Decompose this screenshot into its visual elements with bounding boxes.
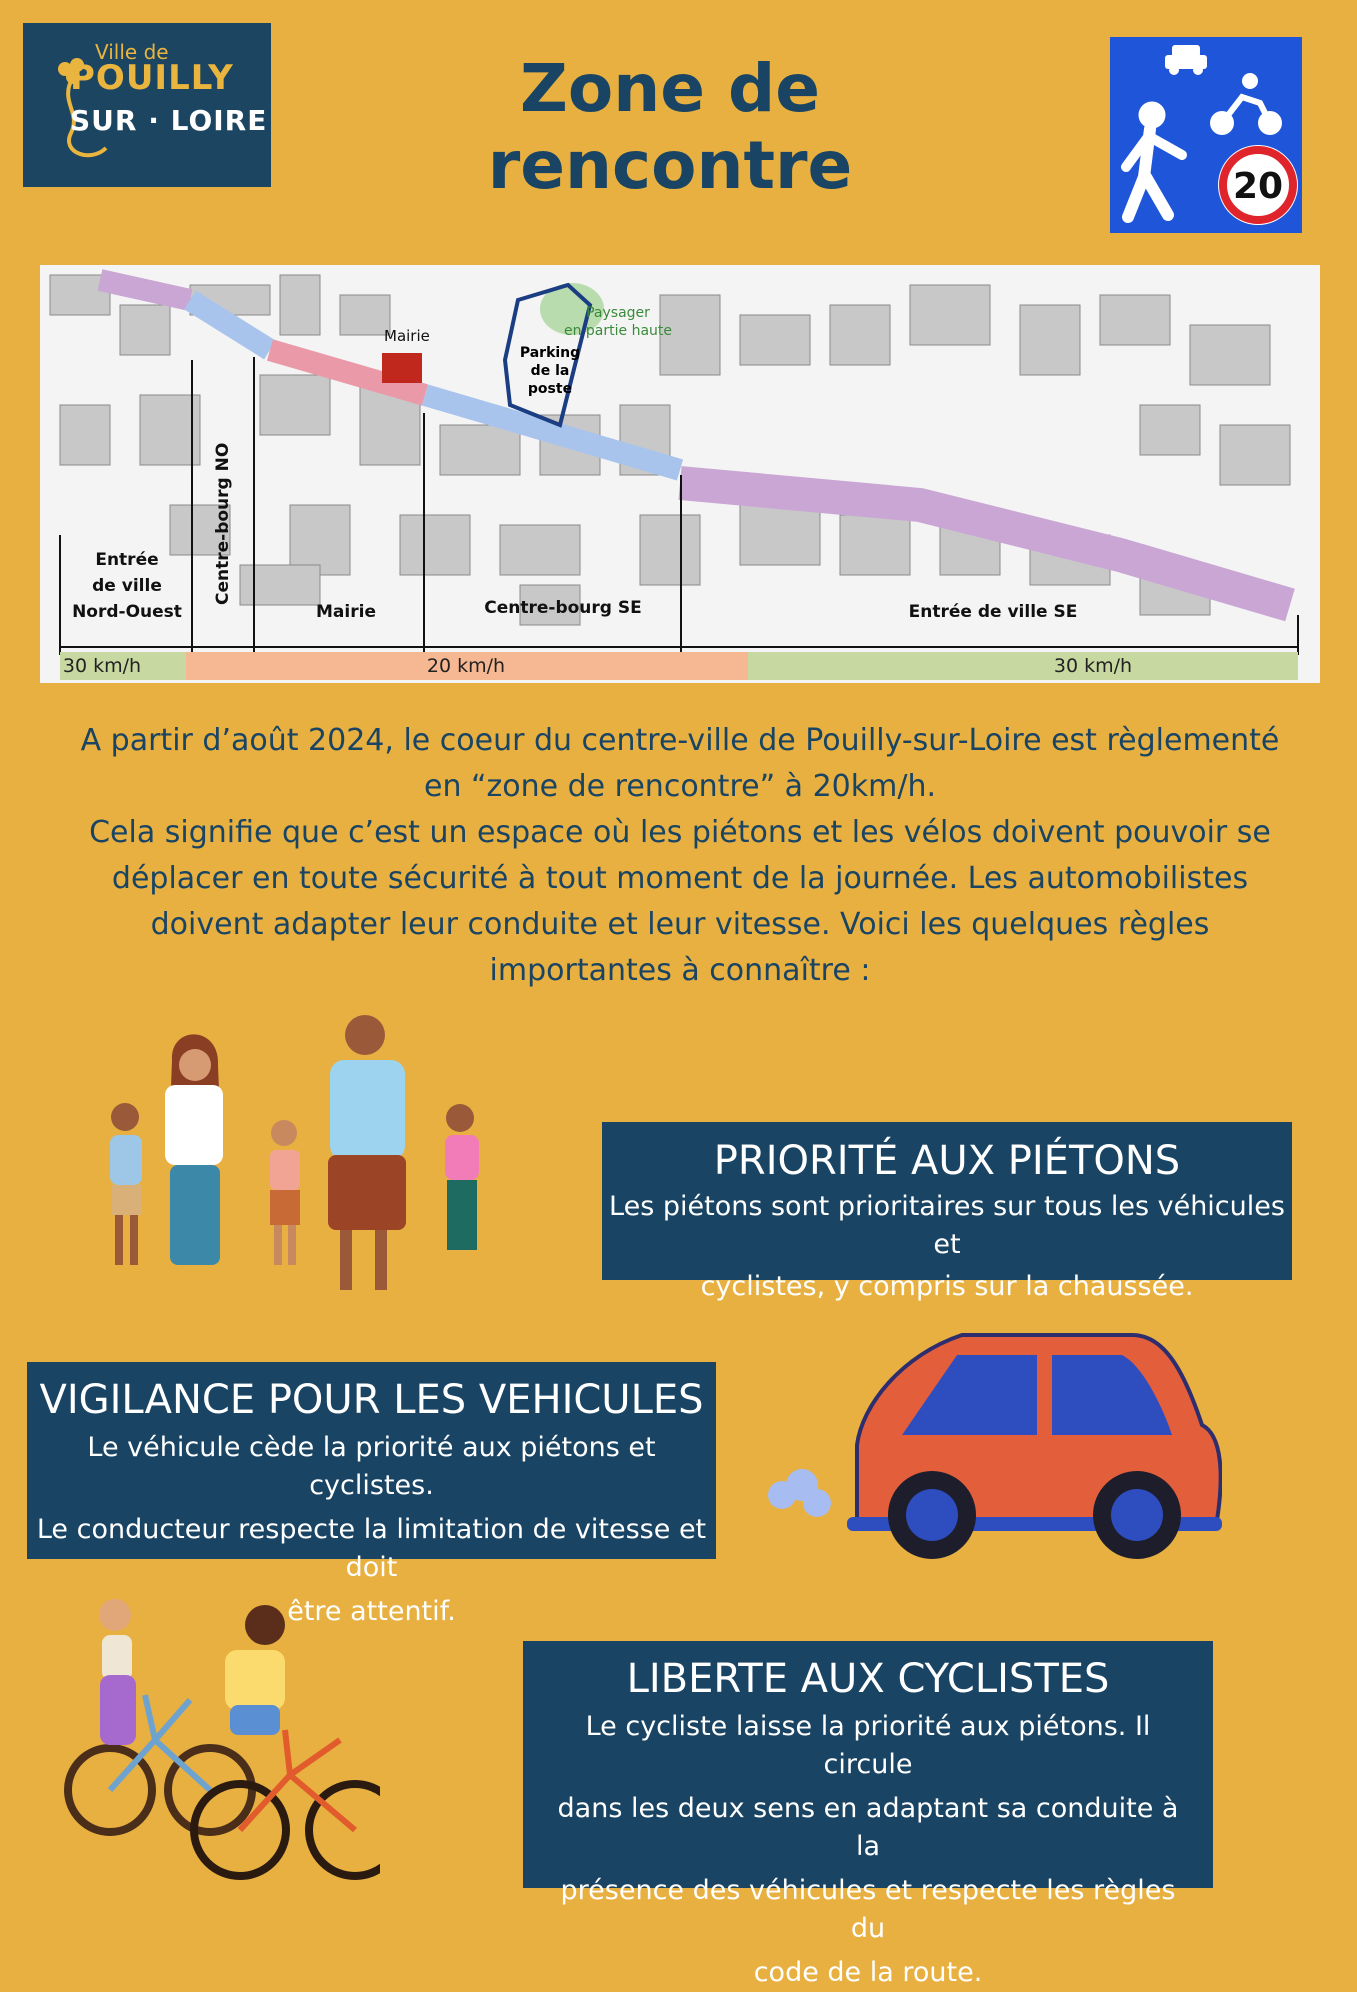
rule-pedestrians-line-2: cyclistes, y compris sur la chaussée. (700, 1271, 1194, 1302)
zone-label-entree-no-1: Entrée (95, 550, 159, 570)
rule-pedestrians-line-1: Les piétons sont prioritaires sur tous les véhicules et (609, 1191, 1285, 1260)
paysager-label-1: Paysager (586, 305, 650, 321)
speed-left: 30 km/h (62, 655, 142, 677)
rule-vehicles-panel (27, 1362, 716, 1627)
intro-line-4: déplacer en toute sécurité à tout moment de la journée. Les automobilistes (111, 861, 1249, 896)
intro-line-5: doivent adapter leur conduite et leur vitesse. Voici les quelques règles (150, 907, 1210, 942)
zone-label-centre-se: Centre-bourg SE (484, 598, 642, 618)
woman (165, 1034, 223, 1265)
zone-de-rencontre-sign (1110, 37, 1302, 233)
rule-vehicles-line-2: Le conducteur respecte la limitation de vitesse et doit (36, 1514, 707, 1583)
rule-cyclists-panel (523, 1641, 1213, 1988)
logo-line-2: POUILLY (70, 58, 234, 98)
zone-label-entree-no-2: de ville (92, 576, 162, 596)
logo-line-3: SUR · LOIRE (70, 104, 268, 137)
family-illustration (100, 1005, 510, 1305)
intro-line-3: Cela signifie que c’est un espace où les piétons et les vélos doivent pouvoir se (89, 815, 1271, 850)
intro-line-1: A partir d’août 2024, le coeur du centre-ville de Pouilly-sur-Loire est règlementé (80, 723, 1280, 758)
child-2 (270, 1120, 300, 1265)
rule-pedestrians-panel (602, 1122, 1292, 1302)
zone-label-centre-no: Centre-bourg NO (213, 442, 233, 605)
rule-vehicles-title: VIGILANCE POUR LES VEHICULES (39, 1377, 704, 1423)
logo-line-1: Ville de (95, 40, 169, 64)
intro-line-2: en “zone de rencontre” à 20km/h. (423, 769, 937, 804)
rule-vehicles-line-1: Le véhicule cède la priorité aux piétons et cyclistes. (87, 1432, 656, 1501)
child-1 (110, 1103, 142, 1265)
car-wheel-rear (1093, 1471, 1181, 1559)
zone-label-entree-no-3: Nord-Ouest (72, 602, 182, 622)
mairie-marker (382, 353, 422, 383)
intro-line-6: importantes à connaître : (489, 953, 871, 988)
rule-pedestrians-title: PRIORITÉ AUX PIÉTONS (713, 1138, 1181, 1184)
car-icon (1165, 45, 1207, 75)
intro-text (60, 718, 1300, 994)
zone-label-entree-se: Entrée de ville SE (908, 602, 1078, 622)
car-wheel-front (888, 1471, 976, 1559)
rule-cyclists-line-2: dans les deux sens en adaptant sa conduite à la (557, 1793, 1179, 1862)
speed-middle: 20 km/h (426, 655, 506, 677)
exhaust-cloud (768, 1469, 831, 1517)
parking-label-1: Parking (519, 345, 581, 361)
man (328, 1015, 406, 1290)
child-3 (445, 1104, 479, 1250)
rule-vehicles-line-3: être attentif. (287, 1596, 456, 1627)
parking-label-2: de la (530, 363, 570, 379)
cyclist-2 (194, 1605, 380, 1876)
rule-cyclists-title: LIBERTE AUX CYCLISTES (626, 1656, 1110, 1702)
rule-cyclists-line-4: code de la route. (753, 1957, 983, 1988)
car-illustration (762, 1325, 1222, 1565)
cyclist-1 (68, 1599, 252, 1832)
parking-label-3: poste (527, 381, 573, 397)
rule-cyclists-line-1: Le cycliste laisse la priorité aux piétons. Il circule (585, 1711, 1151, 1780)
rule-cyclists-line-3: présence des véhicules et respecte les règles du (560, 1875, 1176, 1944)
bicycle-icon (1210, 73, 1282, 135)
pedestrian-icon (1126, 102, 1182, 217)
page-title: Zone de rencontre (487, 50, 853, 204)
speed-right: 30 km/h (1053, 655, 1133, 677)
mairie-marker-label: Mairie (384, 327, 430, 345)
paysager-label-2: en partie haute (563, 323, 673, 339)
zone-map (40, 265, 1320, 683)
speed-limit-icon (1218, 145, 1298, 225)
cyclists-illustration (60, 1590, 380, 1890)
speed-bar-right (748, 652, 1298, 680)
zone-label-mairie: Mairie (316, 602, 376, 622)
speed-limit-value: 20 (1232, 166, 1284, 207)
